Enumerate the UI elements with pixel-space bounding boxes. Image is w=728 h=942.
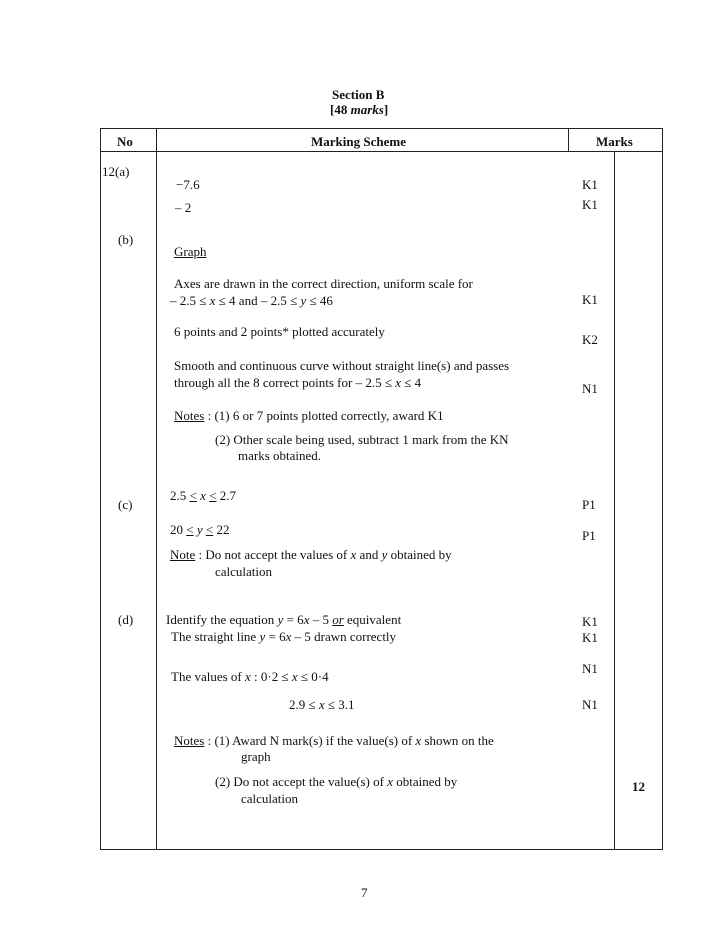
q12d-identify-c: – 5 — [309, 612, 333, 627]
q12d-values-1-c: ≤ 0·4 — [297, 669, 329, 684]
q12d-line-y: y — [259, 629, 266, 644]
q12d-note-2-line-1-a: (2) Do not accept the value(s) of — [215, 774, 388, 789]
q12d-values-1-x: x — [245, 669, 251, 684]
q12c-y-range-var: y — [196, 522, 203, 537]
q12d-line-b: = 6 — [265, 629, 286, 644]
q12c-y-range-b: 22 — [213, 522, 230, 537]
column-divider-1 — [156, 128, 157, 850]
q12b-curve-line-1: Smooth and continuous curve without straight line(s) and passes — [174, 358, 510, 373]
q12b-axes-line-2-x: x — [209, 293, 216, 308]
q12a-answer-2: – 2 — [175, 200, 192, 215]
q12b-axes-line-2 — [170, 293, 333, 309]
section-title: Section B — [332, 87, 385, 102]
q12c-y-mark: P1 — [582, 528, 596, 543]
q12b-axes-line-2-y: y — [300, 293, 307, 308]
q12d-values-1 — [171, 669, 329, 685]
q12d-identify-or: or — [332, 612, 344, 627]
column-divider-3 — [614, 151, 615, 850]
q12d-values-2-mark: N1 — [582, 697, 598, 712]
q12c-note-line-1-b: and — [356, 547, 382, 562]
q12d-identify-y: y — [277, 612, 284, 627]
q12b-axes-line-2-b: ≤ 4 and – 2.5 ≤ — [215, 293, 301, 308]
header-divider — [100, 151, 663, 152]
q12d-values-1-mark: N1 — [582, 661, 598, 676]
q12c-x-range-le-2: < — [209, 488, 217, 503]
q12b-axes-line-2-a: – 2.5 ≤ — [170, 293, 210, 308]
q12b-curve-mark: N1 — [582, 381, 598, 396]
q12c-note-label: Note — [170, 547, 196, 562]
q12b-points-mark: K2 — [582, 332, 598, 347]
q12d-note-1-line-1-a: : (1) Award N mark(s) if the value(s) of — [204, 733, 416, 748]
q12c-note-line-1-a: : Do not accept the values of — [195, 547, 351, 562]
q12a-mark-1: K1 — [582, 177, 598, 192]
q12d-line-mark: K1 — [582, 630, 598, 645]
q12d-line-c: – 5 drawn correctly — [291, 629, 397, 644]
q12d-identify-x: x — [303, 612, 310, 627]
q12d-identify-d: equivalent — [343, 612, 402, 627]
q12c-note-line-1-x: x — [350, 547, 357, 562]
q12c-y-range-le-1: < — [186, 522, 194, 537]
q12d-note-1-line-1-x: x — [415, 733, 422, 748]
q12d-line-x: x — [285, 629, 292, 644]
q12d-values-2-a: 2.9 ≤ — [289, 697, 319, 712]
q12d-identify-b: = 6 — [283, 612, 304, 627]
q12a-answer-1: −7.6 — [176, 177, 200, 192]
q12c-note-line-1-c: obtained by — [387, 547, 452, 562]
q12d-values-2-x: x — [318, 697, 325, 712]
q12c-x-range-le-1: < — [189, 488, 197, 503]
q12d-identify-mark: K1 — [582, 614, 598, 629]
question-12a-number: 12(a) — [102, 164, 130, 179]
q12c-x-range — [170, 488, 236, 504]
q12c-x-range-var: x — [200, 488, 206, 503]
column-header-scheme: Marking Scheme — [311, 134, 406, 149]
column-divider-2-header — [568, 128, 569, 151]
q12d-line — [171, 629, 396, 645]
q12c-y-range — [170, 522, 229, 538]
total-marks-italic: marks — [350, 102, 384, 117]
q12c-note-line-2: calculation — [215, 564, 273, 579]
q12d-note-1-line-2: graph — [241, 749, 271, 764]
q12c-note-line-1 — [170, 547, 452, 563]
total-marks — [330, 102, 388, 118]
q12d-values-2 — [289, 697, 355, 713]
q12b-note-2-line-2: marks obtained. — [238, 448, 322, 463]
q12d-note-2-line-1-x: x — [387, 774, 393, 789]
q12c-y-range-a: 20 — [170, 522, 187, 537]
total-marks-open: [48 — [330, 102, 351, 117]
q12a-mark-2: K1 — [582, 197, 598, 212]
question-12d-number: (d) — [118, 612, 134, 627]
q12d-note-1-line-1-b: shown on the — [421, 733, 494, 748]
q12d-values-1-x2: x — [291, 669, 298, 684]
q12b-axes-line-1: Axes are drawn in the correct direction, uniform scale for — [174, 276, 473, 291]
q12b-note-2-line-1: (2) Other scale being used, subtract 1 mark from the KN — [215, 432, 509, 447]
column-header-no: No — [117, 134, 133, 149]
q12b-points: 6 points and 2 points* plotted accurately — [174, 324, 385, 339]
q12c-x-mark: P1 — [582, 497, 596, 512]
question-total-marks: 12 — [632, 779, 645, 794]
q12b-curve-line-2-x: x — [395, 375, 402, 390]
q12c-y-range-le-2: < — [205, 522, 214, 537]
q12d-values-2-b: ≤ 3.1 — [324, 697, 355, 712]
q12d-note-2-line-2: calculation — [241, 791, 299, 806]
total-marks-close: ] — [383, 102, 389, 117]
q12d-note-2-line-1 — [215, 774, 457, 790]
q12b-axes-line-2-c: ≤ 46 — [306, 293, 333, 308]
q12d-notes-label: Notes — [174, 733, 205, 748]
q12d-note-2-line-1-b: obtained by — [392, 774, 458, 789]
question-12b-number: (b) — [118, 232, 134, 247]
q12b-curve-line-2-a: through all the 8 correct points for – 2.5 ≤ — [174, 375, 396, 390]
q12b-heading: Graph — [174, 244, 207, 259]
page-number: 7 — [361, 885, 368, 900]
q12d-line-a: The straight line — [171, 629, 260, 644]
q12b-curve-line-2 — [174, 375, 421, 391]
question-12c-number: (c) — [118, 497, 133, 512]
q12d-identify — [166, 612, 401, 628]
q12b-note-1 — [174, 408, 444, 424]
q12c-x-range-b: 2.7 — [216, 488, 236, 503]
q12d-values-1-b: : 0·2 ≤ — [250, 669, 292, 684]
q12d-identify-a: Identify the equation — [166, 612, 278, 627]
q12b-notes-label: Notes — [174, 408, 205, 423]
q12d-values-1-a: The values of — [171, 669, 246, 684]
q12c-x-range-a: 2.5 — [170, 488, 190, 503]
q12c-note-line-1-y: y — [381, 547, 388, 562]
q12d-note-1-line-1 — [174, 733, 494, 749]
q12b-axes-mark: K1 — [582, 292, 598, 307]
q12b-curve-line-2-b: ≤ 4 — [401, 375, 422, 390]
column-header-marks: Marks — [596, 134, 633, 149]
q12b-note-1-text: : (1) 6 or 7 points plotted correctly, award K1 — [204, 408, 444, 423]
